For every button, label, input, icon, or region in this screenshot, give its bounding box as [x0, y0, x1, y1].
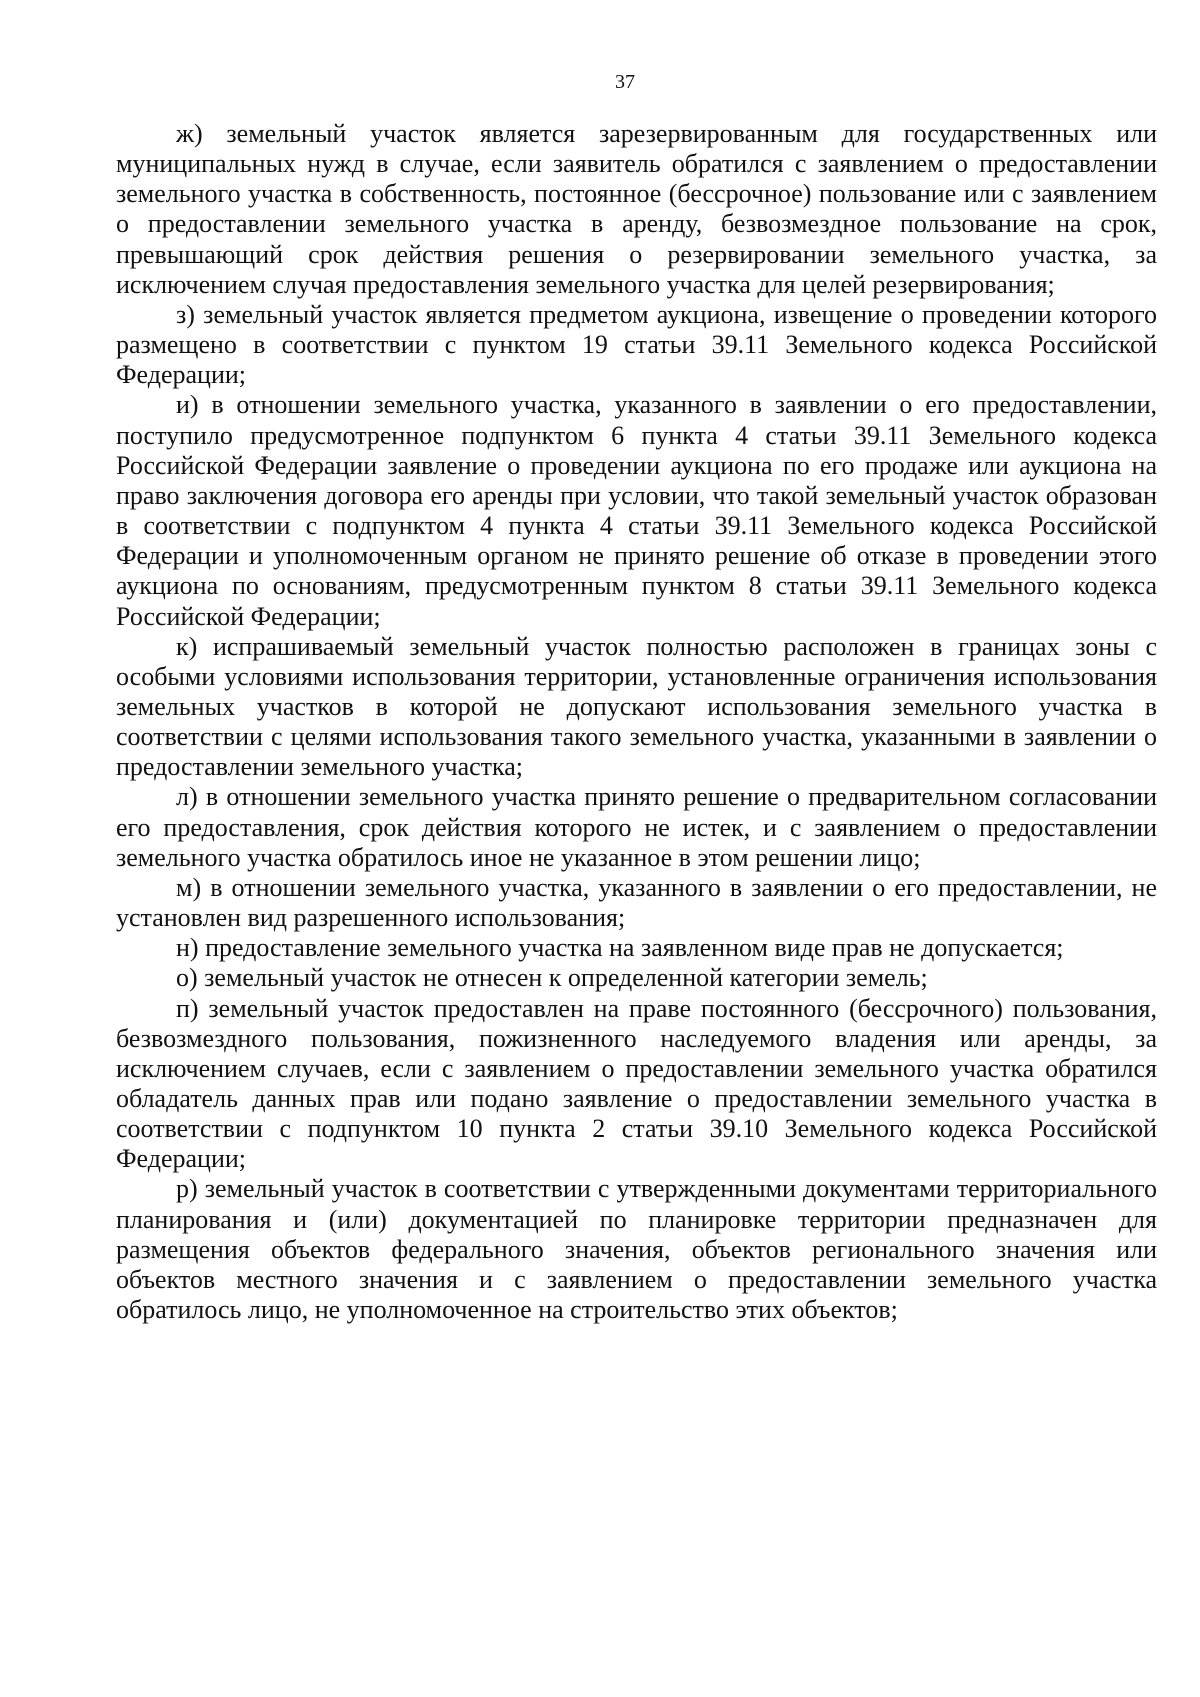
paragraph-r: р) земельный участок в соответствии с утвержденными документами территориального планирования и (или) документацией по планировке территории предназначен для размещения объектов федерального значения, объектов регионального значения или объектов местного значения и с заявлением о предоставлении земельного участка обратилось лицо, не уполномоченное на строительство этих объектов;: [116, 1174, 1157, 1325]
paragraph-p: п) земельный участок предоставлен на праве постоянного (бессрочного) пользования, безвозмездного пользования, пожизненного наследуемого владения или аренды, за исключением случаев, если с заявлением о предоставлении земельного участка обратился обладатель данных прав или подано заявление о предоставлении земельного участка в соответствии с подпунктом 10 пункта 2 статьи 39.10 Земельного кодекса Российской Федерации;: [116, 993, 1157, 1174]
paragraph-i: и) в отношении земельного участка, указанного в заявлении о его предоставлении, поступило предусмотренное подпунктом 6 пункта 4 статьи 39.11 Земельного кодекса Российской Федерации заявление о проведении аукциона по его продаже или аукциона на право заключения договора его аренды при условии, что такой земельный участок образован в соответствии с подпунктом 4 пункта 4 статьи 39.11 Земельного кодекса Российской Федерации и уполномоченным органом не принято решение об отказе в проведении этого аукциона по основаниям, предусмотренным пунктом 8 статьи 39.11 Земельного кодекса Российской Федерации;: [116, 390, 1157, 631]
page-number: 37: [615, 71, 635, 93]
paragraph-n: н) предоставление земельного участка на заявленном виде прав не допускается;: [176, 933, 1064, 963]
document-body: [116, 119, 1157, 1325]
paragraph-l: л) в отношении земельного участка принято решение о предварительном согласовании его предоставления, срок действия которого не истек, и с заявлением о предоставлении земельного участка обратилось иное не указанное в этом решении лицо;: [116, 782, 1157, 872]
paragraph-zh: ж) земельный участок является зарезервированным для государственных или муниципальных нужд в случае, если заявитель обратился с заявлением о предоставлении земельного участка в собственность, постоянное (бессрочное) пользование или с заявлением о предоставлении земельного участка в аренду, безвозмездное пользование на срок, превышающий срок действия решения о резервировании земельного участка, за исключением случая предоставления земельного участка для целей резервирования;: [116, 119, 1157, 299]
paragraph-k: к) испрашиваемый земельный участок полностью расположен в границах зоны с особыми условиями использования территории, установленные ограничения использования земельных участков в которой не допускают использования земельного участка в соответствии с целями использования такого земельного участка, указанными в заявлении о предоставлении земельного участка;: [116, 631, 1157, 782]
paragraph-z: з) земельный участок является предметом аукциона, извещение о проведении которого размещено в соответствии с пунктом 19 статьи 39.11 Земельного кодекса Российской Федерации;: [116, 299, 1157, 390]
paragraph-o: о) земельный участок не отнесен к определенной категории земель;: [176, 963, 928, 993]
paragraph-m: м) в отношении земельного участка, указанного в заявлении о его предоставлении, не установлен вид разрешенного использования;: [116, 872, 1157, 933]
